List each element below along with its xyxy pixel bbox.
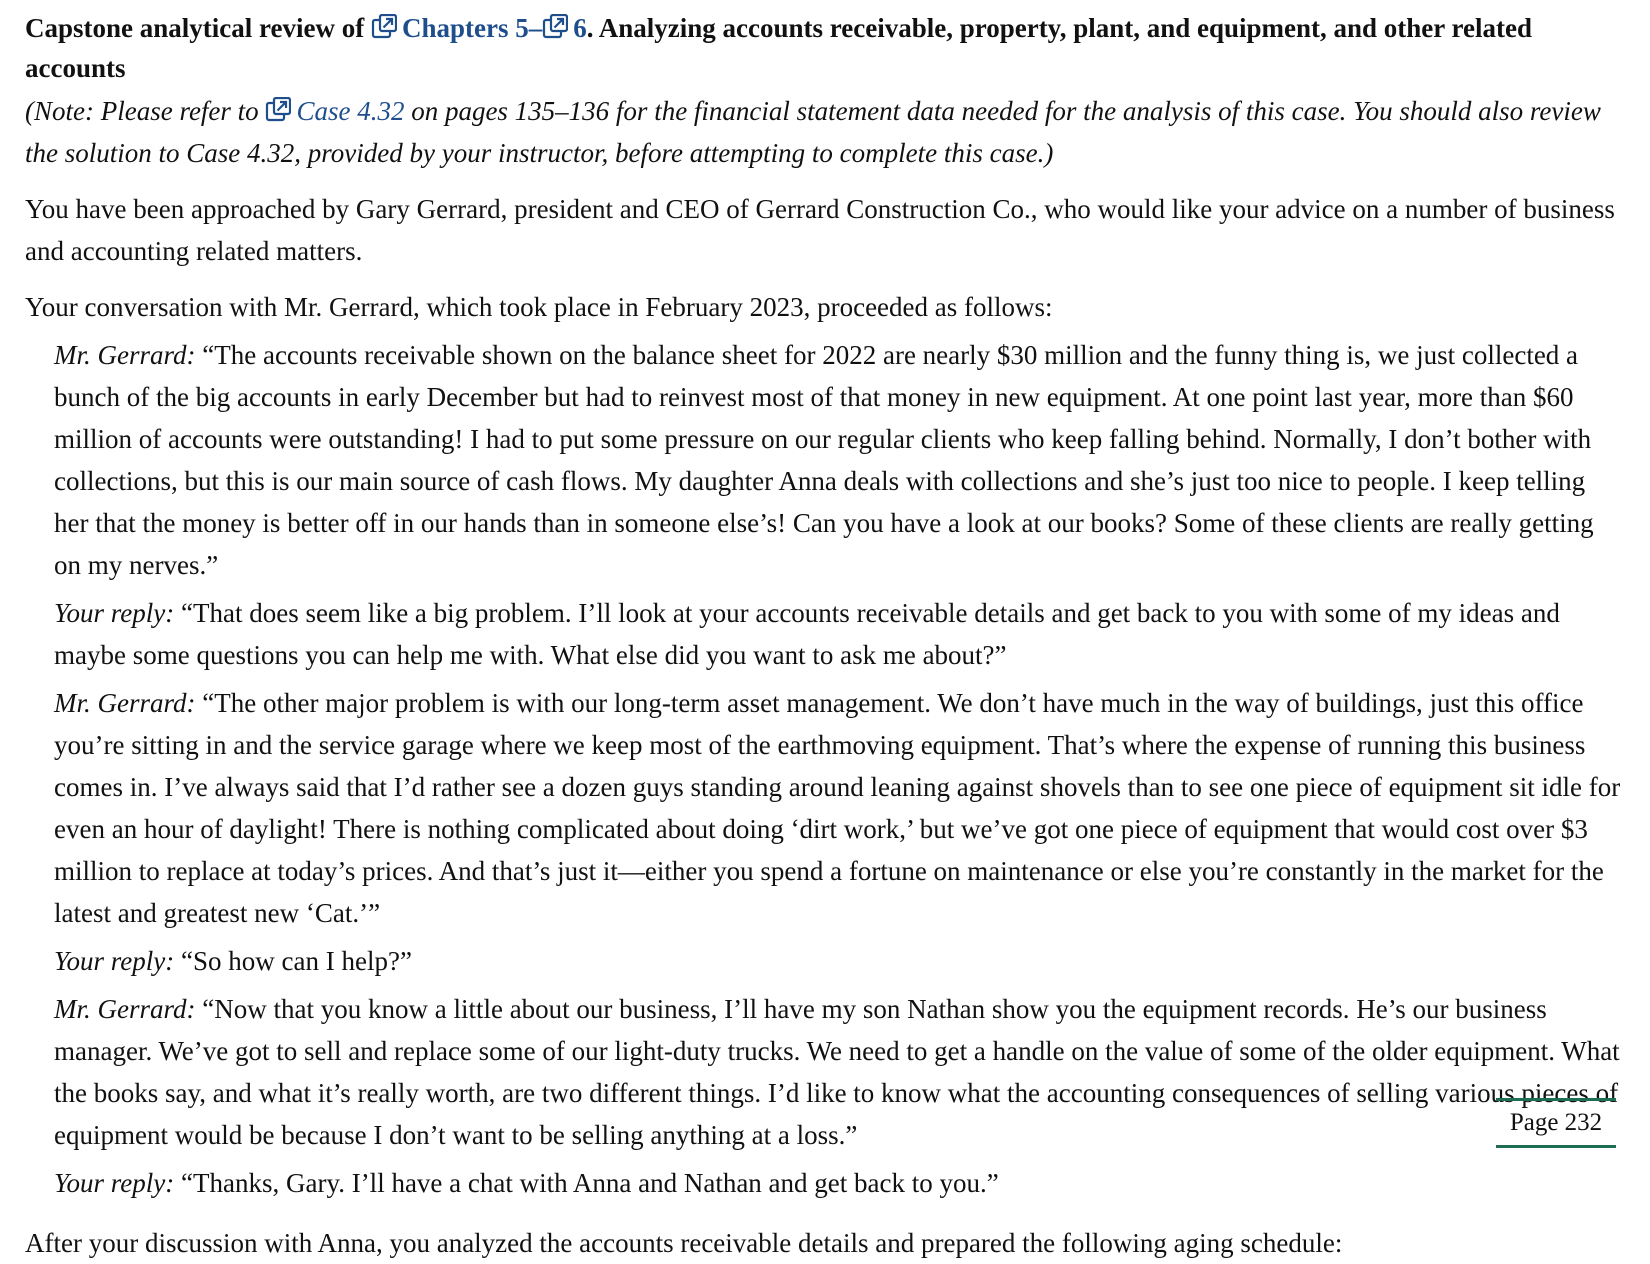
chapter-6-link[interactable]: [542, 13, 587, 43]
dialogue-text: “So how can I help?”: [174, 946, 412, 976]
case-4-32-link[interactable]: [265, 96, 404, 126]
dialogue-entry-gerrard-2: [54, 682, 1626, 934]
speaker-label: Mr. Gerrard:: [54, 994, 196, 1024]
case-4-32-link-text: Case 4.32: [296, 96, 405, 126]
page-number-marker: Page 232: [1496, 1098, 1616, 1148]
dialogue-text: “Now that you know a little about our business, I’ll have my son Nathan show you the equipment records. He’s our business manager. We’ve got to sell and replace some of our light-duty trucks. We need to get a handle on the value of some of the older equipment. What the books say, and what it’s really worth, are two different things. I’d like to know what the accounting consequences of selling various pieces of equipment would be because I don’t want to be selling anything at a loss.”: [54, 994, 1620, 1150]
speaker-label: Mr. Gerrard:: [54, 340, 196, 370]
speaker-label: Your reply:: [54, 946, 175, 976]
dialogue-text: “The other major problem is with our long-term asset management. We don’t have much in the way of buildings, just this office you’re sitting in and the service garage where we keep most of the earthmoving equipment. That’s where the expense of running this business comes in. I’ve always said that I’d rather see a dozen guys standing around leaning against shovels than to see one piece of equipment sit idle for even an hour of daylight! There is nothing complicated about doing ‘dirt work,’ but we’ve got one piece of equipment that would cost over $3 million to replace at today’s prices. And that’s just it—either you spend a fortune on maintenance or else you’re constantly in the market for the latest and greatest new ‘Cat.’”: [54, 688, 1621, 928]
speaker-label: Mr. Gerrard:: [54, 688, 196, 718]
case-heading: [25, 8, 1626, 88]
dialogue-entry-reply-2: [54, 940, 1626, 982]
dialogue-text: “That does seem like a big problem. I’ll look at your accounts receivable details and get back to you with some of my ideas and maybe some questions you can help me with. What else did you want to ask me about?”: [54, 598, 1560, 670]
chapters-link-text-a: Chapters 5–: [401, 13, 543, 43]
intro-paragraph: You have been approached by Gary Gerrard, president and CEO of Gerrard Construction Co., who would like your advice on a number of business and accounting related matters.: [25, 194, 1615, 266]
case-note: [25, 90, 1626, 174]
speaker-label: Your reply:: [54, 1168, 175, 1198]
dialogue: [54, 334, 1626, 1204]
dialogue-entry-gerrard-1: [54, 334, 1626, 586]
conversation-intro: Your conversation with Mr. Gerrard, which took place in February 2023, proceeded as follows:: [25, 292, 1053, 322]
dialogue-text: “The accounts receivable shown on the balance sheet for 2022 are nearly $30 million and the funny thing is, we just collected a bunch of the big accounts in early December but had to reinvest most of that money in new equipment. At one point last year, more than $60 million of accounts were outstanding! I had to put some pressure on our regular clients who keep falling behind. Normally, I don’t bother with collections, but this is our main source of cash flows. My daughter Anna deals with collections and she’s just too nice to people. I keep telling her that the money is better off in our hands than in someone else’s! Can you have a look at our books? Some of these clients are really getting on my nerves.”: [54, 340, 1594, 580]
dialogue-entry-reply-1: [54, 592, 1626, 676]
dialogue-entry-gerrard-3: [54, 988, 1626, 1156]
heading-suffix: . Analyzing accounts receivable, property, plant, and equipment, and other related accounts: [25, 13, 1533, 83]
chapters-link[interactable]: [371, 13, 542, 43]
external-link-icon: [265, 97, 291, 123]
speaker-label: Your reply:: [54, 598, 175, 628]
dialogue-entry-reply-3: [54, 1162, 1626, 1204]
heading-prefix: Capstone analytical review of: [25, 13, 371, 43]
note-suffix: on pages 135–136 for the financial statement data needed for the analysis of this case. You should also review the solution to Case 4.32, provided by your instructor, before attempting to complete this case.): [25, 96, 1601, 168]
dialogue-text: “Thanks, Gary. I’ll have a chat with Anna and Nathan and get back to you.”: [174, 1168, 999, 1198]
closing-paragraph: After your discussion with Anna, you analyzed the accounts receivable details and prepared the following aging schedule:: [25, 1228, 1343, 1258]
chapter-6-link-text: 6: [573, 13, 587, 43]
external-link-icon: [371, 14, 397, 40]
external-link-icon: [542, 14, 568, 40]
note-prefix: (Note: Please refer to: [25, 96, 266, 126]
